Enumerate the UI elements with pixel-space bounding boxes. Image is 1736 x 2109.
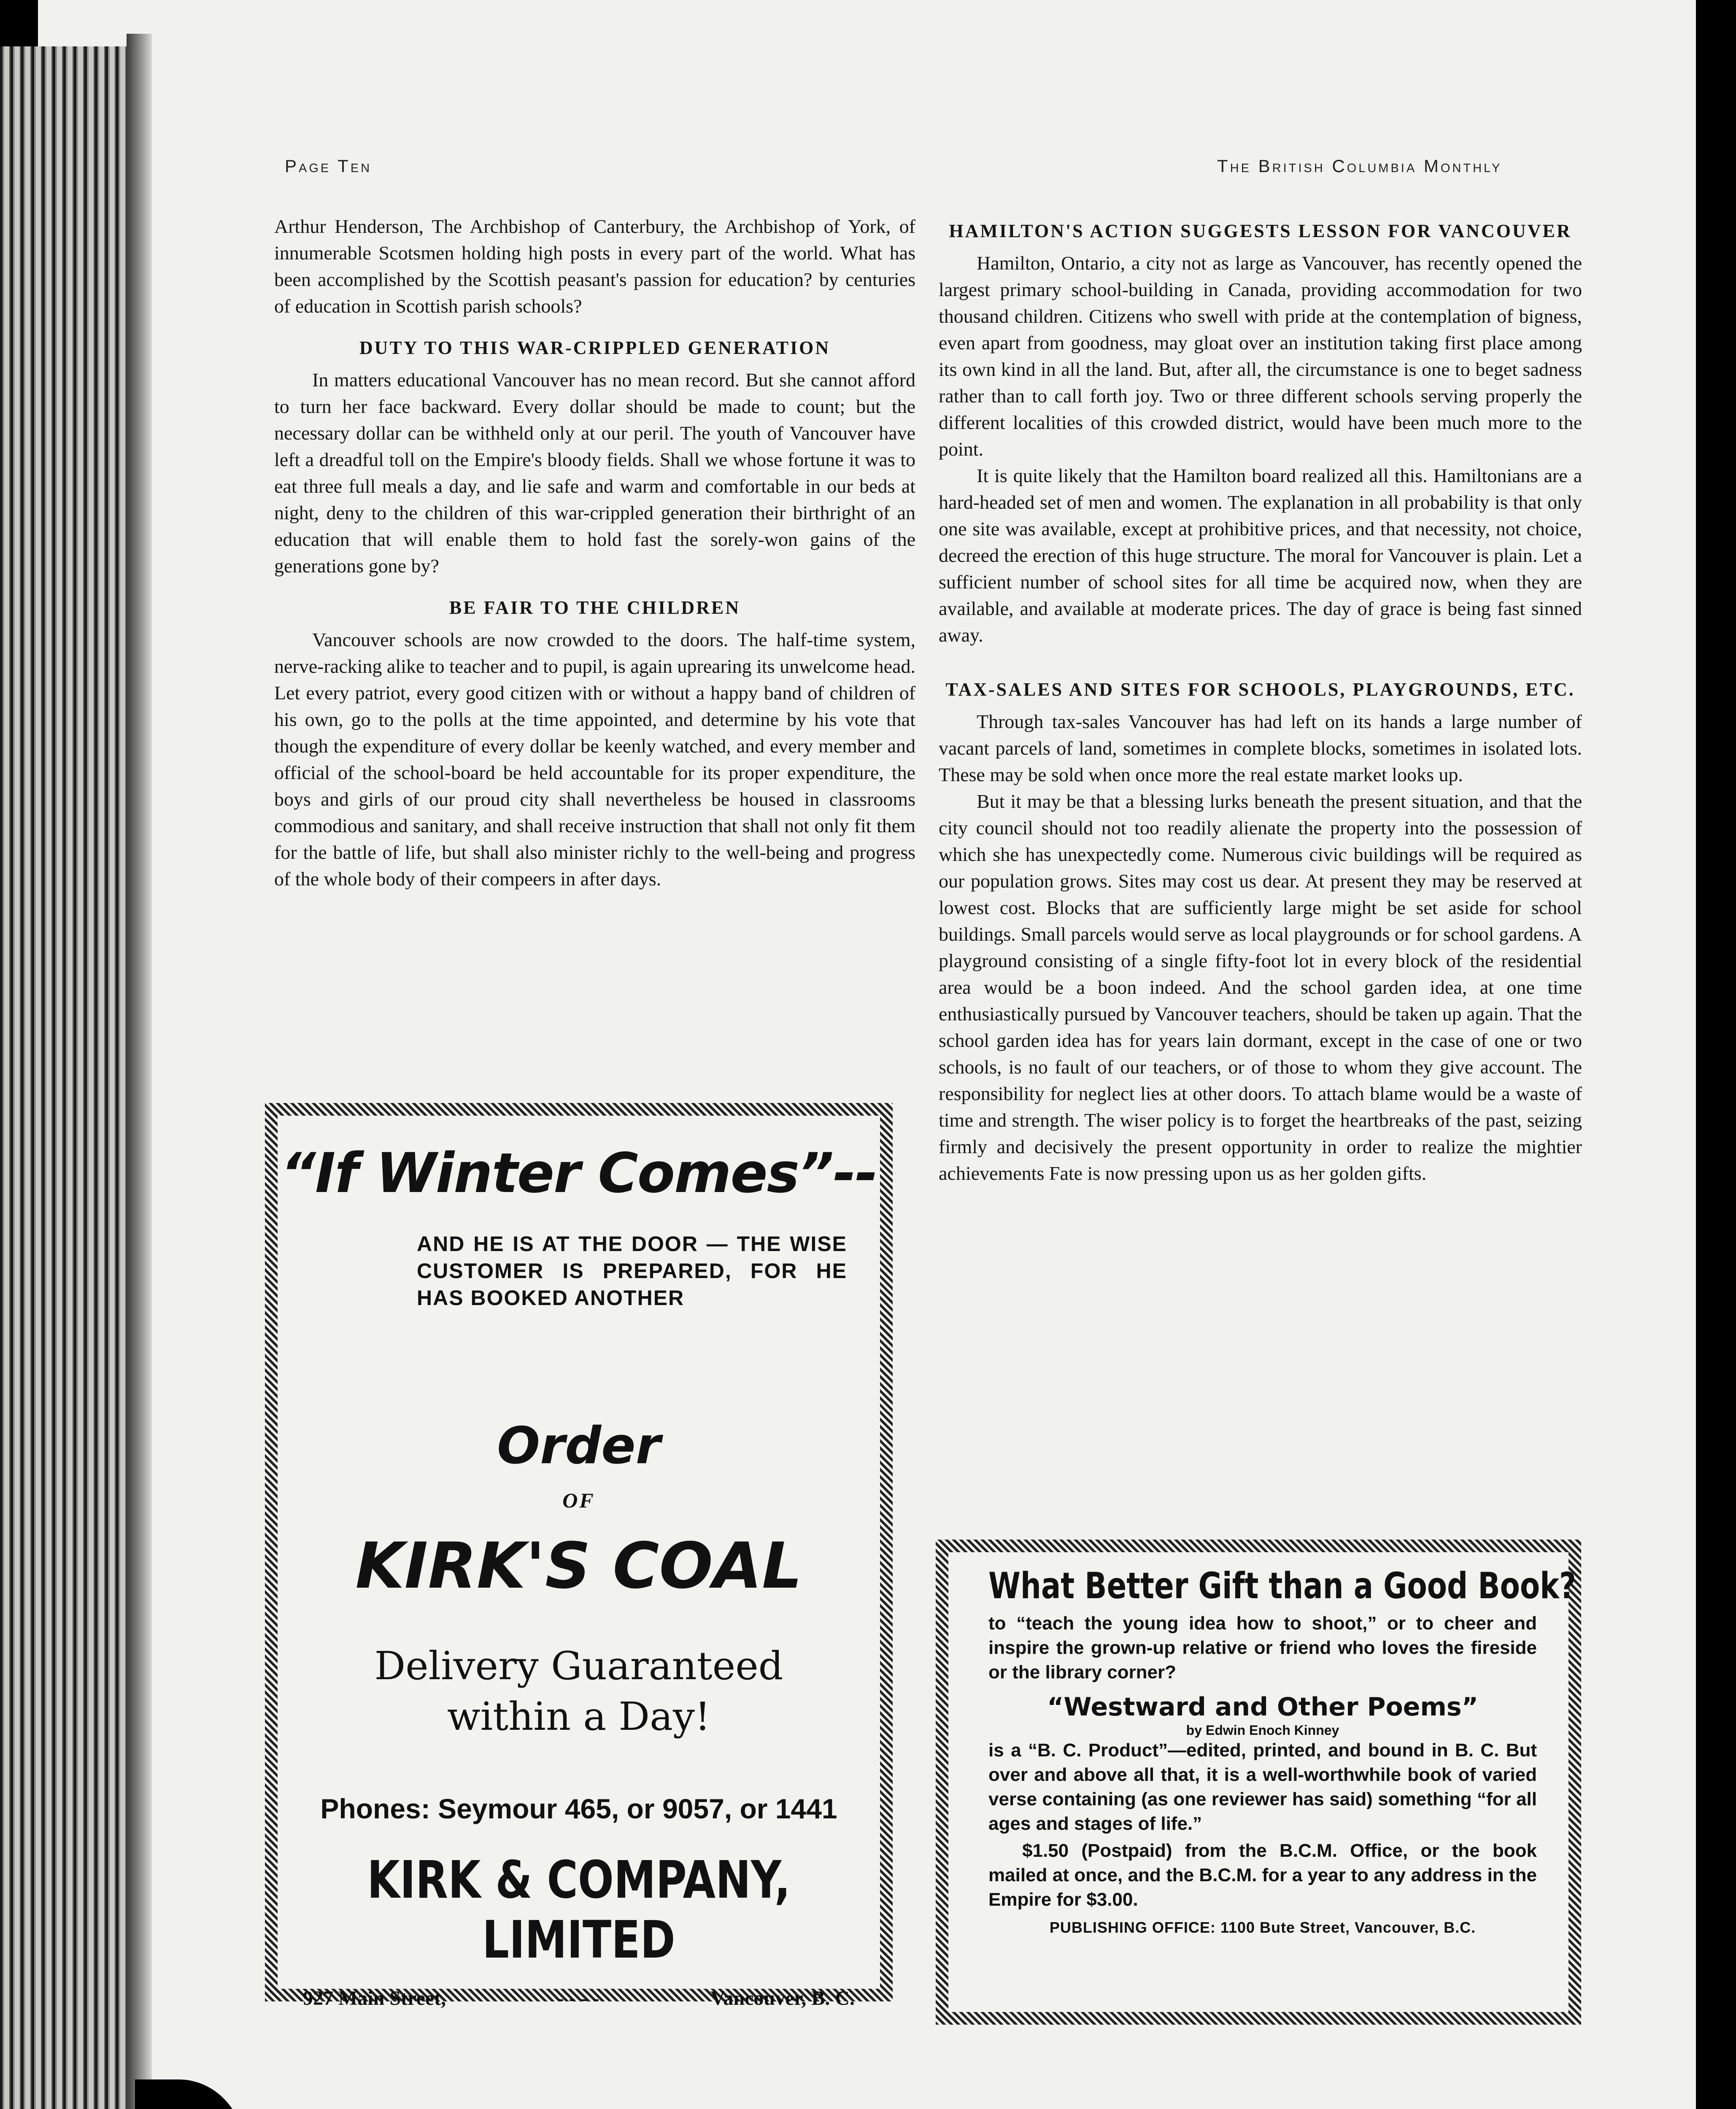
ad-delivery: Delivery Guaranteed within a Day! [374,1643,783,1739]
body-paragraph: But it may be that a blessing lurks beneath the present situation, and that the city council should not too readily alienate the property into the possession of which she has unexpectedly come. Numerous civic buildings will be required as our population grows. Sites may cost us dear. At present they may be reserved at lowest cost. Blocks that are sufficiently large might be set aside for school buildings. Small parcels would serve as local playgrounds or for school gardens. A playground consisting of a single fifty-foot lot in every block of the residential area would be a boon indeed. And the school garden idea, at one time enthusiastically pursued by Vancouver teachers, should be taken up again. That the school garden idea has for years lain dormant, except in the case of one or two schools, is no fault of our teachers, or of those to whom they give account. The responsibility for neglect lies at other doors. To attach blame would be a waste of time and strength. The wiser policy is to forget the heartbreaks of the past, seizing firmly and decisively the present opportunity in order to realize the mightier achievements Fate is now pressing upon us as her golden gifts. [939,790,1582,1184]
body-paragraph: Vancouver schools are now crowded to the doors. The half-time system, nerve-racking alike to teacher and to pupil, is again uprearing its unwelcome head. Let every patriot, every good citizen with or without a happy band of children of his own, go to the polls at the time appointed, and determine by his vote that though the expenditure of every dollar be keenly watched, and every member and official of the school-board be held accountable for its proper expenditure, the boys and girls of our proud city shall nevertheless be housed in classrooms commodious and sanitary, and shall receive instruction that shall not only fit them for the battle of life, but shall also minister richly to the well-being and progress of the whole body of their compeers in after days. [274,629,915,890]
section-heading: TAX-SALES AND SITES FOR SCHOOLS, PLAYGROUNDS, ETC. [945,679,1575,700]
body-paragraph: Hamilton, Ontario, a city not as large as Vancouver, has recently opened the largest primary school-building in Canada, providing accommodation for two thousand children. Citizens who swell with pride at the contemplation of bigness, even apart from goodness, may gloat over an institution taking first place among its own kind in all the land. But, after all, the circumstance is one to beget sadness rather than to call forth joy. Two or three different schools serving properly the different localities of this crowded district, would have been much more to the point. [939,252,1582,460]
ad-city: Vancouver, B. C. [710,1987,855,2009]
left-column [274,213,915,892]
ad-street: 927 Main Street, [303,1987,446,2009]
scan-right-border [1696,0,1736,2109]
book-title: “Westward and Other Poems” [1047,1692,1479,1722]
page-number: Page Ten [285,156,372,176]
book-description: is a “B. C. Product”—edited, printed, and bound in B. C. But over and above all that, it is a well-worthwhile book of varied verse containing (as one reviewer has said) something “for all ages and stages of life.” [988,1740,1537,1834]
intro-paragraph: Arthur Henderson, The Archbishop of Canterbury, the Archbishop of York, of innumerable Scotsmen holding high posts in every part of the world. What has been accomplished by the Scottish peasant's passion for education? by centuries of education in Scottish parish schools? [274,216,915,317]
kirk-coal-ad [265,1103,893,2009]
ad-order: Order [497,1417,661,1475]
ad-of: OF [562,1489,595,1512]
section-heading: BE FAIR TO THE CHILDREN [449,597,741,618]
book-price: $1.50 (Postpaid) from the B.C.M. Office, or the book mailed at once, and the B.C.M. for a year to any address in the Empire for $3.00. [988,1840,1537,1910]
running-title: The British Columbia Monthly [1217,156,1502,176]
book-ad [936,1540,1581,2025]
ad-product: KIRK'S COAL [355,1529,802,1603]
book-byline: by Edwin Enoch Kinney [1186,1723,1339,1738]
spine-shadow [127,34,152,2109]
book-page-edges [0,46,135,2109]
body-paragraph: Through tax-sales Vancouver has had left on its hands a large number of vacant parcels of land, sometimes in complete blocks, sometimes in isolated lots. These may be sold when once more the real estate market looks up. [939,711,1582,785]
publishing-office: PUBLISHING OFFICE: 1100 Bute Street, Vancouver, B.C. [1049,1919,1476,1936]
ad-address [278,1970,880,2010]
section-heading: HAMILTON'S ACTION SUGGESTS LESSON FOR VANCOUVER [949,221,1572,241]
book-ad-headline: What Better Gift than a Good Book? [988,1565,1576,1607]
ad-subline: AND HE IS AT THE DOOR — THE WISE CUSTOMER IS PREPARED, FOR HE HAS BOOKED ANOTHER [417,1232,847,1310]
ad-company: KIRK & COMPANY, LIMITED [367,1850,791,1970]
ad-headline: “If Winter Comes”-- [281,1141,877,1205]
ad-dashes: - - - - [557,1987,599,2009]
right-column [939,219,1582,1187]
body-paragraph: In matters educational Vancouver has no mean record. But she cannot afford to turn her face backward. Every dollar should be made to count; but the necessary dollar can be withheld only at our peril. The youth of Vancouver have left a dreadful toll on the Empire's bloody fields. Shall we whose fortune it was to eat three full meals a day, and lie safe and warm and comfortable in our beds at night, deny to the children of this war-crippled generation their birthright of an education that will enable them to hold fast the sorely-won gains of the generations gone by? [274,369,915,577]
section-heading: DUTY TO THIS WAR-CRIPPLED GENERATION [359,337,831,358]
body-paragraph: It is quite likely that the Hamilton board realized all this. Hamiltonians are a hard-headed set of men and women. The explanation in all probability is that only one site was available, except at prohibitive prices, and that necessity, not choice, decreed the erection of this huge structure. The moral for Vancouver is plain. Let a sufficient number of school sites for all time be acquired now, when they are available, and available at moderate prices. The day of grace is being fast sinned away. [939,465,1582,646]
ad-phones: Phones: Seymour 465, or 9057, or 1441 [320,1793,837,1824]
book-ad-intro: to “teach the young idea how to shoot,” or to cheer and inspire the grown-up relative or friend who loves the fireside or the library corner? [988,1613,1537,1683]
